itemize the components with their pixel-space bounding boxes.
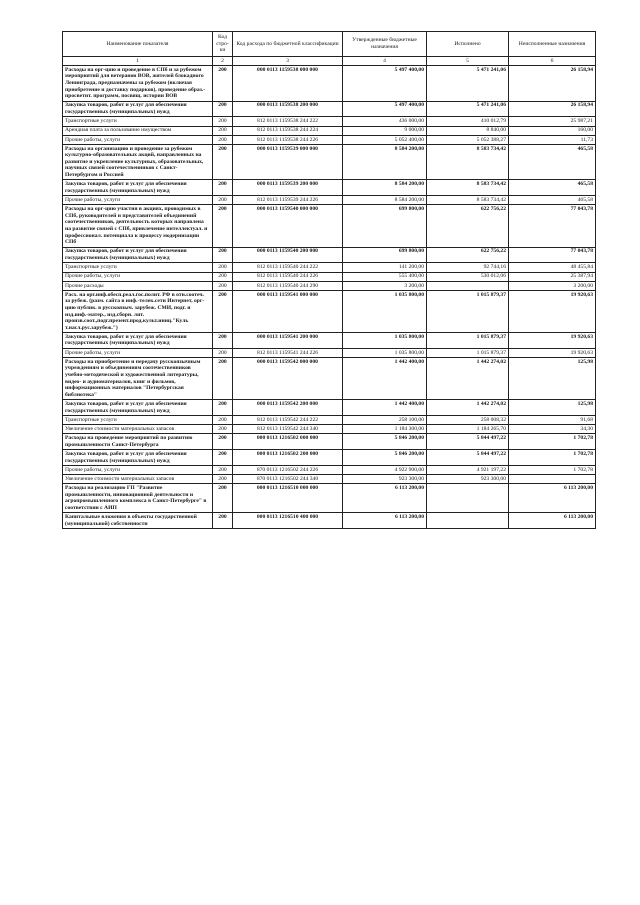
row-budget-code: 000 0113 1159539 200 000	[233, 180, 343, 196]
table-row	[63, 290, 596, 332]
row-remaining: 1 702,78	[509, 434, 596, 450]
row-budget-code: 812 0113 1159540 244 222	[233, 263, 343, 272]
row-approved: 5 846 200,00	[343, 434, 427, 450]
table-row	[63, 180, 596, 196]
row-executed: 1 015 879,37	[427, 333, 509, 349]
row-executed: 5 844 497,22	[427, 450, 509, 466]
row-line-code: 200	[213, 290, 233, 332]
row-approved: 555 400,00	[343, 272, 427, 281]
header-indicator-name: Наименование показателя	[63, 32, 213, 57]
budget-report-page	[62, 31, 595, 529]
row-remaining: 19 920,63	[509, 333, 596, 349]
row-approved: 1 184 300,00	[343, 425, 427, 434]
row-line-code: 200	[213, 425, 233, 434]
row-executed	[427, 513, 509, 529]
row-approved: 1 035 800,00	[343, 333, 427, 349]
row-approved: 1 035 800,00	[343, 290, 427, 332]
header-row	[63, 32, 596, 57]
row-approved: 1 442 400,00	[343, 358, 427, 400]
row-approved: 1 442 400,00	[343, 400, 427, 416]
row-indicator-name: Закупка товаров, работ и услуг для обеспечения государственных (муниципальных) нужд	[63, 247, 213, 263]
row-budget-code: 812 0113 1159538 244 224	[233, 126, 343, 135]
row-indicator-name: Капитальные вложения в объекты государственной (муниципальной) собственности	[63, 513, 213, 529]
row-line-code: 200	[213, 465, 233, 474]
header-remaining: Неисполненные назначения	[509, 32, 596, 57]
row-executed: 5 471 241,06	[427, 101, 509, 117]
table-row	[63, 333, 596, 349]
table-row	[63, 126, 596, 135]
table-row	[63, 465, 596, 474]
table-row	[63, 196, 596, 205]
row-approved: 5 497 400,00	[343, 66, 427, 102]
row-budget-code: 000 0113 1159541 000 000	[233, 290, 343, 332]
row-executed: 4 921 197,22	[427, 465, 509, 474]
row-budget-code: 000 0113 1159540 000 000	[233, 205, 343, 247]
header-executed: Исполнено	[427, 32, 509, 57]
row-indicator-name: Транспортные услуги	[63, 117, 213, 126]
row-budget-code: 812 0113 1159541 244 226	[233, 348, 343, 357]
row-line-code: 200	[213, 101, 233, 117]
row-executed: 1 184 265,70	[427, 425, 509, 434]
row-line-code: 200	[213, 144, 233, 180]
row-budget-code: 000 0113 1159538 200 000	[233, 101, 343, 117]
column-number: 4	[343, 57, 427, 66]
row-line-code: 200	[213, 180, 233, 196]
row-line-code: 200	[213, 205, 233, 247]
row-executed: 923 300,00	[427, 475, 509, 484]
row-indicator-name: Расходы на организацию и проведение за рубежом культурно-образовательных акций, направленных на развитие и укрепление культурных, образовательных, научных связей соотечественников с Санкт-Петербургом и Россией	[63, 144, 213, 180]
row-budget-code: 812 0113 1159539 244 226	[233, 196, 343, 205]
row-indicator-name: Прочие работы, услуги	[63, 272, 213, 281]
row-approved: 5 052 400,00	[343, 135, 427, 144]
table-row	[63, 513, 596, 529]
row-executed: 1 442 274,02	[427, 400, 509, 416]
row-budget-code: 000 0113 1159539 000 000	[233, 144, 343, 180]
row-approved: 436 000,00	[343, 117, 427, 126]
row-line-code: 200	[213, 475, 233, 484]
row-approved: 8 584 200,00	[343, 144, 427, 180]
row-indicator-name: Увеличение стоимости материальных запасов	[63, 475, 213, 484]
row-executed: 1 015 879,37	[427, 290, 509, 332]
table-row	[63, 425, 596, 434]
row-approved: 699 800,00	[343, 247, 427, 263]
row-line-code: 200	[213, 247, 233, 263]
row-executed: 8 840,00	[427, 126, 509, 135]
row-executed: 622 756,22	[427, 205, 509, 247]
row-budget-code: 870 0113 1216502 244 340	[233, 475, 343, 484]
row-remaining: 19 920,63	[509, 290, 596, 332]
table-row	[63, 135, 596, 144]
table-row	[63, 205, 596, 247]
row-approved: 6 113 200,00	[343, 484, 427, 513]
row-indicator-name: Закупка товаров, работ и услуг для обеспечения государственных (муниципальных) нужд	[63, 400, 213, 416]
row-indicator-name: Увеличение стоимости материальных запасов	[63, 425, 213, 434]
row-remaining: 1 702,78	[509, 450, 596, 466]
row-executed: 1 015 879,37	[427, 348, 509, 357]
row-executed: 1 442 274,02	[427, 358, 509, 400]
row-approved: 1 035 800,00	[343, 348, 427, 357]
row-line-code: 200	[213, 66, 233, 102]
row-budget-code: 812 0113 1159540 244 290	[233, 281, 343, 290]
row-budget-code: 812 0113 1159538 244 226	[233, 135, 343, 144]
row-executed: 5 052 388,27	[427, 135, 509, 144]
table-row	[63, 434, 596, 450]
column-number: 1	[63, 57, 213, 66]
row-line-code: 200	[213, 272, 233, 281]
row-executed: 5 471 241,06	[427, 66, 509, 102]
row-executed: 530 012,06	[427, 272, 509, 281]
row-line-code: 200	[213, 348, 233, 357]
table-row	[63, 66, 596, 102]
row-budget-code: 000 0113 1159542 000 000	[233, 358, 343, 400]
row-executed: 92 744,16	[427, 263, 509, 272]
row-remaining: 48 455,84	[509, 263, 596, 272]
row-executed	[427, 281, 509, 290]
column-number: 5	[427, 57, 509, 66]
row-indicator-name: Расходы на проведение мероприятий по развитию промышленности Санкт-Петербурга	[63, 434, 213, 450]
row-approved: 5 497 400,00	[343, 101, 427, 117]
row-remaining: 26 158,94	[509, 66, 596, 102]
row-budget-code: 000 0113 1216502 200 000	[233, 450, 343, 466]
table-row	[63, 400, 596, 416]
table-row	[63, 281, 596, 290]
row-budget-code: 000 0113 1216502 000 000	[233, 434, 343, 450]
row-budget-code: 000 0113 1216510 400 000	[233, 513, 343, 529]
row-remaining: 125,98	[509, 358, 596, 400]
row-executed: 5 844 497,22	[427, 434, 509, 450]
row-approved: 141 200,00	[343, 263, 427, 272]
row-approved: 8 584 200,00	[343, 180, 427, 196]
row-line-code: 200	[213, 416, 233, 425]
table-row	[63, 450, 596, 466]
row-indicator-name: Закупка товаров, работ и услуг для обеспечения государственных (муниципальных) нужд	[63, 101, 213, 117]
row-remaining: 91,68	[509, 416, 596, 425]
column-number: 6	[509, 57, 596, 66]
row-indicator-name: Расходы на орг-цию и проведение в СПб и за рубежом мероприятий для ветеранов ВОВ, жителей блокадного Ленинграда, предназначены за рубежом (включая приобретение и доставку подарков), проведение образ.-просветит. программ, посвящ. истории ВОВ	[63, 66, 213, 102]
row-remaining: 34,30	[509, 425, 596, 434]
row-indicator-name: Расх. на орг.инф.обесп.реал.гос.полит. РФ в отн.соотеч. за рубеж. (разм. сайта в инф.-телек.сети Интернет, орг-цию публик. в русскоязыч. зарубеж. СМИ, подг. и изд.инф.-матер., изд.сборн. лит. произв.соот.,подг.презент.прод.культ.иниц."Куль т.насл.рус.зарубеж.")	[63, 290, 213, 332]
row-remaining: 465,58	[509, 196, 596, 205]
row-remaining: 1 702,78	[509, 465, 596, 474]
column-number-row	[63, 57, 596, 66]
table-row	[63, 272, 596, 281]
row-approved: 5 846 200,00	[343, 450, 427, 466]
row-indicator-name: Прочие работы, услуги	[63, 348, 213, 357]
row-approved: 699 800,00	[343, 205, 427, 247]
row-budget-code: 812 0113 1159542 244 340	[233, 425, 343, 434]
row-indicator-name: Транспортные услуги	[63, 416, 213, 425]
row-budget-code: 000 0113 1159540 200 000	[233, 247, 343, 263]
column-number: 3	[233, 57, 343, 66]
row-budget-code: 812 0113 1159542 244 222	[233, 416, 343, 425]
row-line-code: 200	[213, 358, 233, 400]
row-approved: 258 100,00	[343, 416, 427, 425]
row-indicator-name: Расходы на реализацию ГП "Развитие промышленности, инновационной деятельности и агропромышленного комплекса в Санкт-Петербурге" в соответствии с АИП	[63, 484, 213, 513]
row-line-code: 200	[213, 513, 233, 529]
row-remaining	[509, 475, 596, 484]
row-budget-code: 812 0113 1159538 244 222	[233, 117, 343, 126]
row-approved: 9 000,00	[343, 126, 427, 135]
row-line-code: 200	[213, 333, 233, 349]
row-indicator-name: Арендная плата за пользование имуществом	[63, 126, 213, 135]
row-indicator-name: Прочие расходы	[63, 281, 213, 290]
row-executed: 410 012,79	[427, 117, 509, 126]
row-indicator-name: Закупка товаров, работ и услуг для обеспечения государственных (муниципальных) нужд	[63, 333, 213, 349]
row-executed: 622 756,22	[427, 247, 509, 263]
header-approved: Утвержденные бюджетные назначения	[343, 32, 427, 57]
row-line-code: 200	[213, 126, 233, 135]
table-row	[63, 484, 596, 513]
row-line-code: 200	[213, 135, 233, 144]
row-remaining: 465,58	[509, 180, 596, 196]
table-row	[63, 416, 596, 425]
row-approved: 4 922 900,00	[343, 465, 427, 474]
row-approved: 8 584 200,00	[343, 196, 427, 205]
row-remaining: 77 043,78	[509, 247, 596, 263]
row-remaining: 465,58	[509, 144, 596, 180]
row-indicator-name: Расходы на орг-цию участия в акциях, проводимых в СПб, руководителей и представителей объединений соотечественников, деятельность которых направлена на развитие связей с СПб, привлечение интеллектуал. и профессионал. потенциала к процессу модернизации СПб	[63, 205, 213, 247]
row-remaining: 19 920,63	[509, 348, 596, 357]
row-budget-code: 000 0113 1159538 000 000	[233, 66, 343, 102]
row-remaining: 25 387,94	[509, 272, 596, 281]
row-line-code: 200	[213, 484, 233, 513]
row-indicator-name: Закупка товаров, работ и услуг для обеспечения государственных (муниципальных) нужд	[63, 180, 213, 196]
row-indicator-name: Прочие работы, услуги	[63, 135, 213, 144]
table-row	[63, 348, 596, 357]
row-executed: 8 583 734,42	[427, 144, 509, 180]
row-remaining: 3 200,00	[509, 281, 596, 290]
row-line-code: 200	[213, 117, 233, 126]
column-number: 2	[213, 57, 233, 66]
row-remaining: 160,00	[509, 126, 596, 135]
table-row	[63, 117, 596, 126]
row-indicator-name: Расходы на приобретение и передачу русскоязычным учреждениям и объединениям соотечественников учебно-методической и художественной литературы, видео- и аудиоматериалов, книг и фильмов, информационных материалов "Петербургская библиотека"	[63, 358, 213, 400]
row-remaining: 6 113 200,00	[509, 484, 596, 513]
row-line-code: 200	[213, 263, 233, 272]
row-executed: 8 583 734,42	[427, 196, 509, 205]
row-remaining: 125,98	[509, 400, 596, 416]
row-approved: 3 200,00	[343, 281, 427, 290]
row-line-code: 200	[213, 400, 233, 416]
row-indicator-name: Прочие работы, услуги	[63, 465, 213, 474]
row-line-code: 200	[213, 450, 233, 466]
table-row	[63, 263, 596, 272]
row-remaining: 11,73	[509, 135, 596, 144]
row-indicator-name: Прочие работы, услуги	[63, 196, 213, 205]
row-executed	[427, 484, 509, 513]
table-row	[63, 101, 596, 117]
row-budget-code: 000 0113 1159541 200 000	[233, 333, 343, 349]
row-line-code: 200	[213, 281, 233, 290]
row-remaining: 6 113 200,00	[509, 513, 596, 529]
row-approved: 6 113 200,00	[343, 513, 427, 529]
row-executed: 258 008,32	[427, 416, 509, 425]
row-remaining: 26 158,94	[509, 101, 596, 117]
table-row	[63, 144, 596, 180]
budget-execution-table	[62, 31, 596, 529]
row-remaining: 25 987,21	[509, 117, 596, 126]
table-row	[63, 358, 596, 400]
row-indicator-name: Транспортные услуги	[63, 263, 213, 272]
row-budget-code: 000 0113 1159542 200 000	[233, 400, 343, 416]
row-executed: 8 583 734,42	[427, 180, 509, 196]
table-row	[63, 247, 596, 263]
header-budget-code: Код расхода по бюджетной классификации	[233, 32, 343, 57]
header-line-code: Код стро-ки	[213, 32, 233, 57]
row-approved: 923 300,00	[343, 475, 427, 484]
row-budget-code: 870 0113 1216502 244 226	[233, 465, 343, 474]
row-line-code: 200	[213, 196, 233, 205]
row-remaining: 77 043,78	[509, 205, 596, 247]
row-line-code: 200	[213, 434, 233, 450]
row-budget-code: 812 0113 1159540 244 226	[233, 272, 343, 281]
table-row	[63, 475, 596, 484]
row-indicator-name: Закупка товаров, работ и услуг для обеспечения государственных (муниципальных) нужд	[63, 450, 213, 466]
row-budget-code: 000 0113 1216510 000 000	[233, 484, 343, 513]
